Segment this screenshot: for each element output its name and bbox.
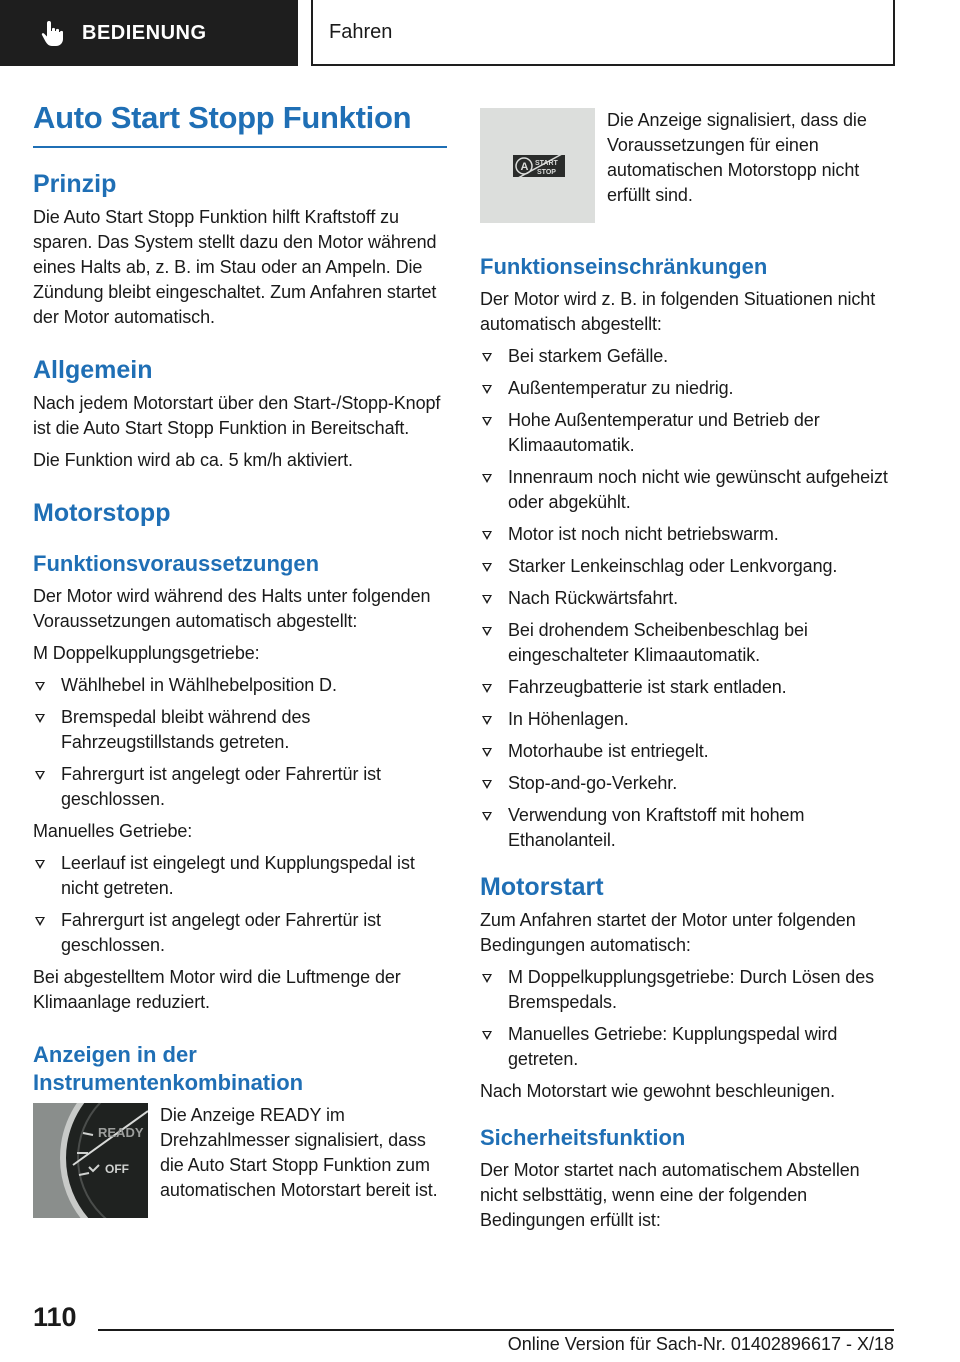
sicherheit-text: Der Motor startet nach automatischem Abstellen nicht selbsttätig, wenn eine der folgenden Bedingungen erfüllt ist: — [480, 1160, 860, 1230]
triangle-bullet-icon — [482, 974, 492, 983]
allgemein-text-1: Nach jedem Motorstart über den Start-/Stopp-Knopf ist die Auto Start Stopp Funktion in Bereitschaft. — [33, 393, 441, 438]
triangle-bullet-icon — [482, 1031, 492, 1040]
list-item: Manuelles Getriebe: Kupplungspedal wird getreten. — [480, 1022, 894, 1072]
hand-pointer-icon — [40, 19, 66, 47]
triangle-bullet-icon — [482, 385, 492, 394]
manual-label: Manuelles Getriebe: — [33, 821, 193, 841]
list-item: Motor ist noch nicht betriebswarm. — [480, 522, 894, 547]
allgemein-text-2: Die Funktion wird ab ca. 5 km/h aktiviert. — [33, 450, 353, 470]
list-item: M Doppelkupplungsgetriebe: Durch Lösen des Bremspedals. — [480, 965, 894, 1015]
ready-figure-row — [33, 1103, 447, 1218]
triangle-bullet-icon — [482, 748, 492, 757]
heading-anzeigen: Anzeigen in der Instrumentenkombination — [33, 1042, 304, 1095]
triangle-bullet-icon — [35, 860, 45, 869]
einschraenkungen-intro: Der Motor wird z. B. in folgenden Situationen nicht automatisch abgestellt: — [480, 289, 876, 334]
list-item: Nach Rückwärtsfahrt. — [480, 586, 894, 611]
start-stop-figure-row — [480, 108, 894, 223]
prinzip-text: Die Auto Start Stopp Funktion hilft Kraftstoff zu sparen. Das System stellt dazu den Motor während eines Halts ab, z. B. im Stau oder an Ampeln. Die Zündung bleibt eingeschaltet. Zum Anfahren startet der Motor automatisch. — [33, 207, 437, 327]
triangle-bullet-icon — [35, 917, 45, 926]
dkg-label: M Doppelkupplungsgetriebe: — [33, 643, 260, 663]
list-item: Verwendung von Kraftstoff mit hohem Ethanolanteil. — [480, 803, 894, 853]
triangle-bullet-icon — [482, 716, 492, 725]
list-item: Fahrergurt ist angelegt oder Fahrertür ist geschlossen. — [33, 908, 447, 958]
ready-text: Die Anzeige READY im Drehzahlmesser signalisiert, dass die Auto Start Stopp Funktion zum automatischen Motorstart bereit ist. — [160, 1105, 438, 1200]
left-column — [33, 100, 447, 1218]
section-title: BEDIENUNG — [82, 21, 207, 44]
einschraenkungen-list — [480, 344, 894, 853]
list-item: Bremspedal bleibt während des Fahrzeugstillstands getreten. — [33, 705, 447, 755]
chapter-title: Fahren — [329, 20, 393, 43]
list-item: Wählhebel in Wählhebelposition D. — [33, 673, 447, 698]
list-item: Bei drohendem Scheibenbeschlag bei eingeschalteter Klimaautomatik. — [480, 618, 894, 668]
list-item: Starker Lenkeinschlag oder Lenkvorgang. — [480, 554, 894, 579]
triangle-bullet-icon — [35, 682, 45, 691]
footer-divider — [98, 1329, 894, 1331]
page-number: 110 — [33, 1302, 77, 1332]
motorstart-list — [480, 965, 894, 1072]
chapter-tab — [311, 0, 895, 66]
list-item: Innenraum noch nicht wie gewünscht aufgeheizt oder abgekühlt. — [480, 465, 894, 515]
list-item: Fahrergurt ist angelegt oder Fahrertür ist geschlossen. — [33, 762, 447, 812]
heading-motorstopp: Motorstopp — [33, 499, 171, 527]
auto-start-stop-icon — [480, 108, 595, 223]
heading-motorstart: Motorstart — [480, 873, 604, 901]
triangle-bullet-icon — [482, 474, 492, 483]
list-item: Stop-and-go-Verkehr. — [480, 771, 894, 796]
triangle-bullet-icon — [482, 563, 492, 572]
heading-funktionseinschraenkungen: Funktionseinschränkungen — [480, 254, 768, 279]
triangle-bullet-icon — [35, 714, 45, 723]
svg-text:OFF: OFF — [105, 1162, 129, 1176]
triangle-bullet-icon — [482, 684, 492, 693]
triangle-bullet-icon — [482, 417, 492, 426]
heading-sicherheitsfunktion: Sicherheitsfunktion — [480, 1125, 686, 1150]
list-item: Motorhaube ist entriegelt. — [480, 739, 894, 764]
list-item: Außentemperatur zu niedrig. — [480, 376, 894, 401]
triangle-bullet-icon — [482, 595, 492, 604]
heading-allgemein: Allgemein — [33, 356, 153, 384]
triangle-bullet-icon — [35, 771, 45, 780]
section-tab — [0, 0, 298, 66]
dkg-list — [33, 673, 447, 812]
triangle-bullet-icon — [482, 780, 492, 789]
page-title: Auto Start Stopp Funktion — [33, 100, 447, 148]
motorstart-after: Nach Motorstart wie gewohnt beschleunigen. — [480, 1081, 836, 1101]
start-stop-caption: Die Anzeige signalisiert, dass die Voraussetzungen für einen automatischen Motorstopp nicht erfüllt sind. — [607, 110, 867, 205]
triangle-bullet-icon — [482, 812, 492, 821]
auto-start-stop-off-image — [480, 108, 595, 223]
triangle-bullet-icon — [482, 531, 492, 540]
svg-text:STOP: STOP — [537, 169, 556, 176]
motorstopp-after: Bei abgestelltem Motor wird die Luftmenge der Klimaanlage reduziert. — [33, 967, 401, 1012]
motorstart-intro: Zum Anfahren startet der Motor unter folgenden Bedingungen automatisch: — [480, 910, 856, 955]
ready-indicator-image — [33, 1103, 148, 1218]
tachometer-icon — [33, 1103, 148, 1218]
triangle-bullet-icon — [482, 353, 492, 362]
heading-funktionsvoraussetzungen: Funktionsvoraussetzungen — [33, 551, 320, 576]
list-item: In Höhenlagen. — [480, 707, 894, 732]
motorstopp-intro: Der Motor wird während des Halts unter folgenden Voraussetzungen automatisch abgestellt: — [33, 586, 431, 631]
svg-text:A: A — [520, 161, 529, 173]
heading-prinzip: Prinzip — [33, 170, 117, 198]
online-version-text: Online Version für Sach-Nr. 01402896617 - X/18 — [507, 1334, 894, 1354]
list-item: Leerlauf ist eingelegt und Kupplungspedal ist nicht getreten. — [33, 851, 447, 901]
list-item: Hohe Außentemperatur und Betrieb der Klimaautomatik. — [480, 408, 894, 458]
svg-text:START: START — [535, 160, 558, 167]
right-column — [480, 100, 894, 1240]
triangle-bullet-icon — [482, 627, 492, 636]
list-item: Fahrzeugbatterie ist stark entladen. — [480, 675, 894, 700]
svg-text:READY: READY — [98, 1125, 144, 1140]
manual-list — [33, 851, 447, 958]
list-item: Bei starkem Gefälle. — [480, 344, 894, 369]
